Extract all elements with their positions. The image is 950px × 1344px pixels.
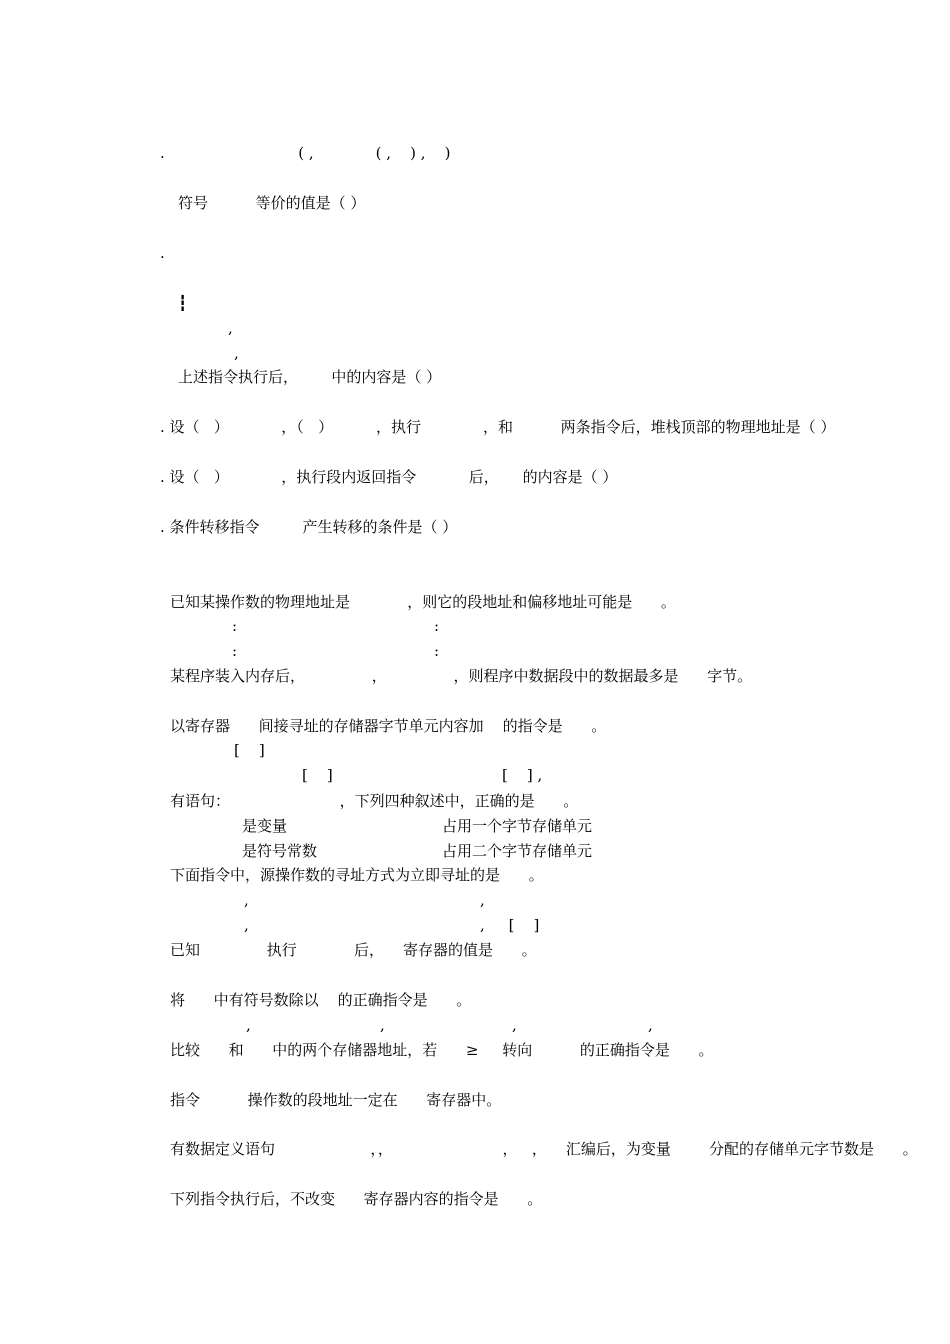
option-line: : xyxy=(434,642,440,660)
ellipsis-mark: ┇ xyxy=(178,294,188,312)
option-line: , xyxy=(246,1016,251,1034)
question-line: 已知某操作数的物理地址是 ，则它的段地址和偏移地址可能是 。 xyxy=(170,593,676,611)
option-line: , [ ] xyxy=(480,916,540,934)
question-line: . xyxy=(160,244,165,262)
question-line: 下面指令中，源操作数的寻址方式为立即寻址的是 。 xyxy=(170,866,544,884)
question-line: 将 中有符号数除以 的正确指令是 。 xyxy=(170,991,472,1009)
option-line: : xyxy=(232,642,238,660)
option-line: , xyxy=(480,891,485,909)
question-line: 已知 执行 后， 寄存器的值是 。 xyxy=(170,941,537,959)
question-line: . 设（ ） ，执行段内返回指令 后， 的内容是（ ） xyxy=(160,468,618,486)
option-line: 占用一个字节存储单元 xyxy=(442,817,593,835)
option-line: : xyxy=(434,617,440,635)
option-line: 占用二个字节存储单元 xyxy=(442,842,593,860)
question-line: . 设（ ） ，（ ） ，执行 ，和 两条指令后，堆栈顶部的物理地址是（ ） xyxy=(160,418,836,436)
option-line: 是符号常数 xyxy=(242,842,318,860)
option-line: 是变量 xyxy=(242,817,288,835)
option-line: , xyxy=(380,1016,385,1034)
option-line: , xyxy=(244,891,249,909)
question-line: 指令 操作数的段地址一定在 寄存器中。 xyxy=(170,1091,502,1109)
code-line: , xyxy=(228,319,233,337)
question-line: 下列指令执行后，不改变 寄存器内容的指令是 。 xyxy=(170,1190,543,1208)
option-line: , xyxy=(244,916,249,934)
question-line: 比较 和 中的两个存储器地址，若 ≥ 转向 的正确指令是 。 xyxy=(170,1041,714,1059)
question-line: 有语句： ，下列四种叙述中，正确的是 。 xyxy=(170,792,579,810)
question-line: 符号 等价的值是（ ） xyxy=(178,194,366,212)
option-line: , xyxy=(648,1016,653,1034)
question-line: 上述指令执行后， 中的内容是（ ） xyxy=(178,368,442,386)
question-line: . 条件转移指令 产生转移的条件是（ ） xyxy=(160,518,458,536)
question-line: 以寄存器 间接寻址的存储器字节单元内容加 的指令是 。 xyxy=(170,717,607,735)
option-line: , xyxy=(512,1016,517,1034)
option-line: [ ] xyxy=(302,766,333,784)
question-line: . ( , ( , ) , ) xyxy=(160,144,451,162)
question-line: 某程序装入内存后， ， ，则程序中数据段中的数据最多是 字节。 xyxy=(170,667,753,685)
question-line: 有数据定义语句 ，， ， ， 汇编后，为变量 分配的存储单元字节数是 。 xyxy=(170,1140,918,1158)
option-line: [ ] , xyxy=(502,766,543,784)
code-line: , xyxy=(234,344,239,362)
option-line: : xyxy=(232,617,238,635)
option-line: [ ] xyxy=(234,741,265,759)
